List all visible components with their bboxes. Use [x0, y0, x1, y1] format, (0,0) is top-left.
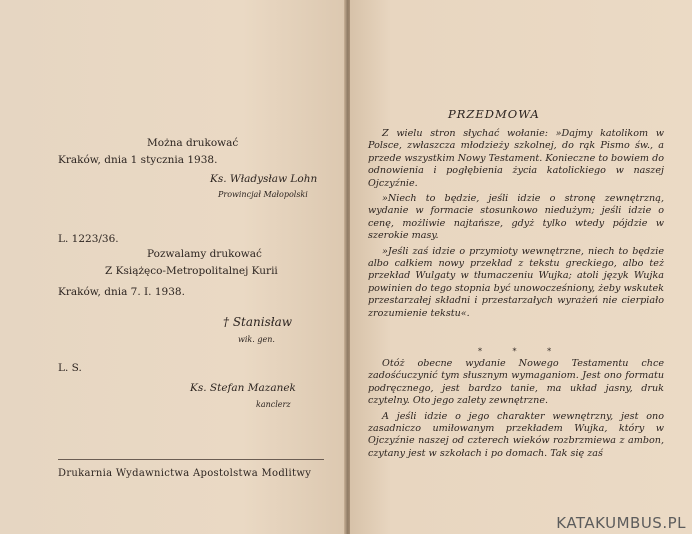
permit-line-2: Z Książęco-Metropolitalnej Kurii: [105, 265, 278, 277]
site-watermark: KATAKUMBUS.PL: [556, 514, 686, 532]
section-separator: * * *: [478, 347, 566, 356]
paragraph: »Niech to będzie, jeśli idzie o stronę zewnętrzną, wydanie w formacie stosunkowo niedużym; jeśli idzie o cenę, możliwie najtańsze, gdyż tylko wtedy pójdzie w szerokie masy.: [368, 193, 664, 242]
paragraph: »Jeśli zaś idzie o przymioty wewnętrzne, niech to będzie albo całkiem nowy przekład z tekstu greckiego, albo też przekład Wulgaty w tłumaczeniu Wujka; atoli język Wujka powinien do tego stopnia być unowocześniony, żeby wskutek przestarzałej składni i przestarzałych wyrażeń nie cierpiało zrozumienie tekstu«.: [368, 245, 664, 319]
signature-chancellor: Ks. Stefan Mazanek: [190, 382, 296, 394]
preface-body-bottom: [368, 358, 664, 463]
locus-sigilli: L. S.: [58, 362, 82, 374]
vicar-title: wik. gen.: [238, 335, 275, 344]
paragraph: Otóż obecne wydanie Nowego Testamentu chce zadośćuczynić tym słusznym wymaganiom. Jest ono formatu podręcznego, jest bardzo tanie, ma układ jasny, druk czytelny. Oto jego zalety zewnętrzne.: [368, 358, 664, 407]
preface-body-top: [368, 128, 664, 323]
signature-provincial: Ks. Władysław Lohn: [210, 173, 318, 185]
date-line-1: Kraków, dnia 1 stycznia 1938.: [58, 154, 218, 166]
footer-rule: [58, 459, 324, 460]
date-line-2: Kraków, dnia 7. I. 1938.: [58, 286, 185, 298]
printer-footer: Drukarnia Wydawnictwa Apostolstwa Modlitwy: [58, 468, 312, 479]
signature-vicar: † Stanisław: [223, 315, 293, 329]
paragraph: Z wielu stron słychać wołanie: »Dajmy katolikom w Polsce, zwłaszcza młodzieży szkolnej, do rąk Pismo św., a przede wszystkim Nowy Testament. Konieczne to bowiem do odnowienia i pogłębienia życia katolickiego w naszej Ojczyźnie.: [368, 128, 664, 189]
reference-number: L. 1223/36.: [58, 233, 119, 245]
imprimatur-line: Można drukować: [147, 137, 239, 149]
chancellor-title: kanclerz: [256, 400, 291, 409]
paragraph: A jeśli idzie o jego charakter wewnętrzny, jest ono zasadniczo umiłowanym przekładem Wujka, który w Ojczyźnie naszej od czterech wieków rozbrzmiewa z ambon, czytany jest w szkołach i po domach. Tak się zaś: [368, 410, 664, 459]
permit-line-1: Pozwalamy drukować: [147, 248, 262, 260]
provincial-title: Prowincjał Małopolski: [218, 190, 308, 199]
preface-heading: PRZEDMOWA: [448, 107, 540, 121]
